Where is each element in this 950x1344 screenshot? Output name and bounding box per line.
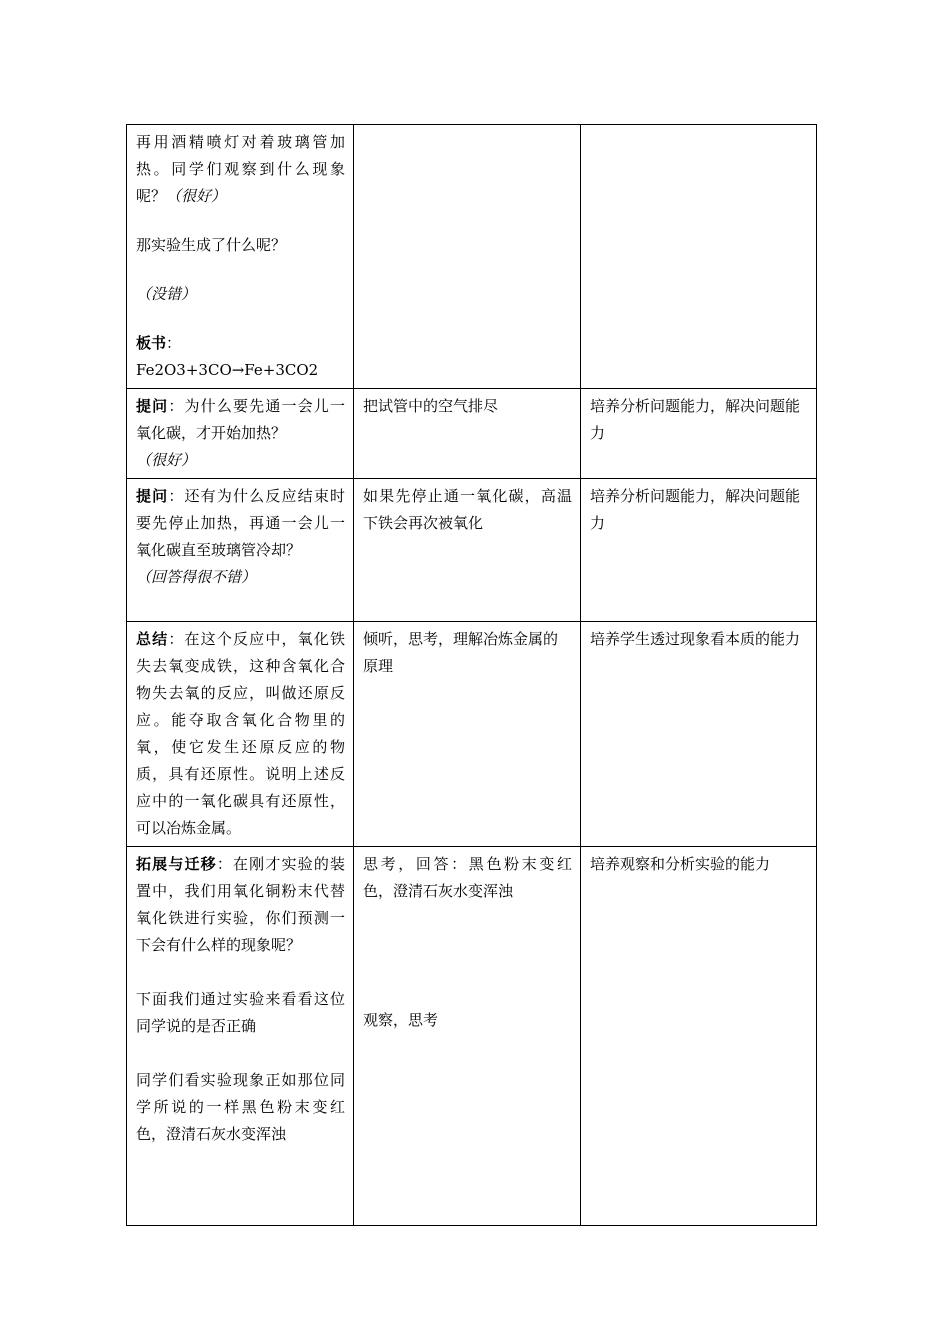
design-intent-cell: 培养观察和分析实验的能力 xyxy=(581,847,817,1226)
table-row xyxy=(127,622,817,847)
design-intent-cell: 培养学生透过现象看本质的能力 xyxy=(581,622,817,847)
teacher-question: 那实验生成了什么呢？ xyxy=(136,236,287,254)
teacher-activity-cell xyxy=(127,389,354,479)
praise-note: （回答得很不错） xyxy=(136,568,257,586)
extension-label: 拓展与迁移 xyxy=(136,855,217,873)
chemical-equation: ：Fe2O3+3CO→Fe+3CO2 xyxy=(136,334,319,379)
summary-label: 总结 xyxy=(136,630,169,648)
question-label: 提问 xyxy=(136,487,169,505)
praise-note: （很好） xyxy=(166,187,227,205)
question-label: 提问 xyxy=(136,397,169,415)
design-intent-cell: 培养分析问题能力，解决问题能力 xyxy=(581,389,817,479)
student-response: 思考，回答：黑色粉末变红色，澄清石灰水变浑浊 xyxy=(363,855,572,900)
praise-note: （没错） xyxy=(136,285,197,303)
teacher-statement: 下面我们通过实验来看看这位同学说的是否正确 xyxy=(136,990,345,1035)
table-row xyxy=(127,125,817,389)
teacher-activity-cell xyxy=(127,622,354,847)
teacher-activity-cell xyxy=(127,479,354,622)
table-row xyxy=(127,479,817,622)
student-activity-cell: 把试管中的空气排尽 xyxy=(354,389,581,479)
extension-text: ：在刚才实验的装置中，我们用氧化铜粉末代替氧化铁进行实验，你们预测一下会有什么样的现象呢？ xyxy=(136,855,345,954)
lesson-plan-table xyxy=(126,124,817,1226)
teacher-activity-cell xyxy=(127,847,354,1226)
board-note-label: 板书 xyxy=(136,334,167,352)
student-activity-cell: 倾听，思考，理解冶炼金属的原理 xyxy=(354,622,581,847)
student-activity-cell xyxy=(354,125,581,389)
summary-text: ：在这个反应中，氧化铁失去氧变成铁，这种含氧化合物失去氧的反应，叫做还原反应。能夺取含氧化合物里的氧，使它发生还原反应的物质，具有还原性。说明上述反应中的一氧化碳具有还原性，可以冶炼金属。 xyxy=(136,630,345,837)
praise-note: （很好） xyxy=(136,451,197,469)
student-activity-cell: 如果先停止通一氧化碳，高温下铁会再次被氧化 xyxy=(354,479,581,622)
student-response: 观察，思考 xyxy=(363,1011,439,1029)
table-row xyxy=(127,389,817,479)
student-activity-cell xyxy=(354,847,581,1226)
teacher-statement: 同学们看实验现象正如那位同学所说的一样黑色粉末变红色，澄清石灰水变浑浊 xyxy=(136,1071,345,1143)
teacher-question: 再用酒精喷灯对着玻璃管加热。同学们观察到什么现象呢？ xyxy=(136,133,345,205)
table-row xyxy=(127,847,817,1226)
teacher-activity-cell xyxy=(127,125,354,389)
design-intent-cell xyxy=(581,125,817,389)
design-intent-cell: 培养分析问题能力，解决问题能力 xyxy=(581,479,817,622)
question-text: ：为什么要先通一会儿一氧化碳，才开始加热？ xyxy=(136,397,345,442)
question-text: ：还有为什么反应结束时要先停止加热，再通一会儿一氧化碳直至玻璃管冷却？ xyxy=(136,487,345,559)
